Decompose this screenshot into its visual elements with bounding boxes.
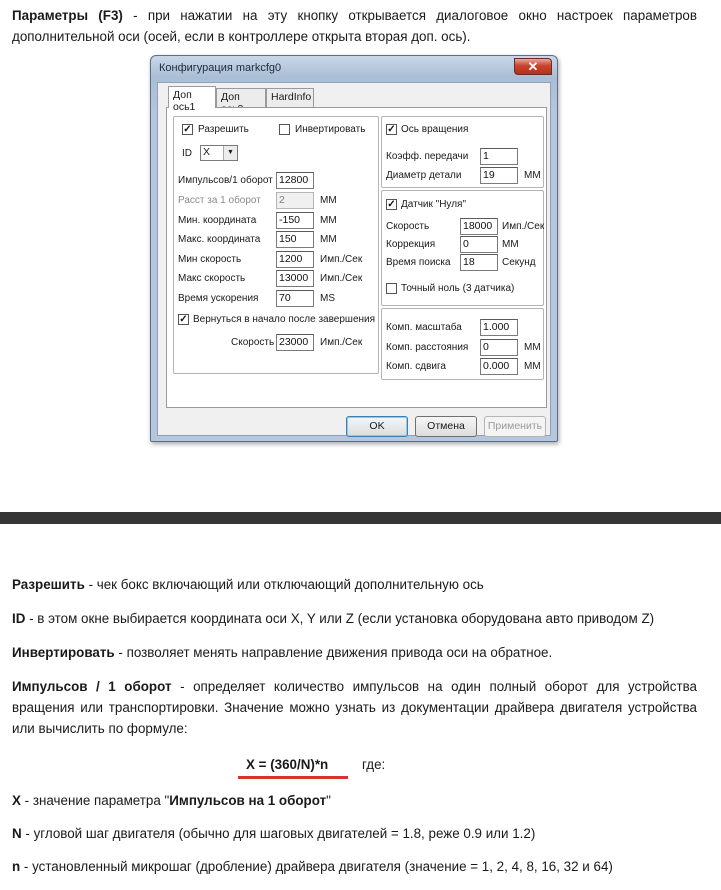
invert-checkbox[interactable]	[279, 124, 290, 135]
zero-sensor-label: Датчик "Нуля"	[401, 199, 466, 210]
part-diameter-input[interactable]: 19	[480, 167, 518, 184]
definition-end: "	[326, 793, 331, 808]
gear-ratio-label: Коэфф. передачи	[386, 151, 469, 162]
chevron-down-icon[interactable]: ▼	[223, 146, 237, 160]
invert-label: Инвертировать	[295, 124, 366, 135]
zero-sensor-group	[381, 190, 544, 306]
desc-id	[12, 608, 697, 629]
term-quoted: Импульсов на 1 оборот	[169, 793, 327, 808]
accel-time-input[interactable]: 70	[276, 290, 314, 307]
zero-corr-input[interactable]: 0	[460, 236, 498, 253]
tab-axis2[interactable]: Доп	[216, 88, 266, 107]
dialog-title: Конфигурация markcfg0	[159, 62, 282, 74]
return-home-checkbox[interactable]: ✓	[179, 314, 188, 325]
close-button[interactable]	[514, 58, 552, 75]
id-value: X	[203, 146, 211, 158]
rotation-group	[381, 116, 544, 188]
tab-hardinfo[interactable]: HardInfo	[266, 88, 314, 107]
desc-invert	[12, 642, 697, 663]
term: Инвертировать	[12, 645, 115, 660]
zero-speed-input[interactable]: 18000	[460, 218, 498, 235]
term: X	[12, 793, 21, 808]
compensation-group	[381, 308, 544, 380]
id-label: ID	[182, 148, 192, 159]
term: n	[12, 859, 21, 874]
param-label: Макс скорость	[178, 273, 246, 284]
apply-button[interactable]: Применить	[484, 416, 546, 437]
enable-checkbox[interactable]: ✓	[183, 124, 192, 135]
intro-term: Параметры (F3)	[12, 8, 123, 23]
formula-where: где:	[362, 757, 386, 772]
dist-per-rev-input[interactable]: 2	[276, 192, 314, 209]
intro-text: - при нажатии на эту кнопку открывается диалоговое окно настроек параметров дополнительной оси (осей, если в контроллере открыта вторая доп. ось).	[12, 8, 697, 44]
desc-n-microstep	[12, 856, 697, 877]
rotation-axis-label: Ось вращения	[401, 124, 469, 135]
close-icon: ✕	[527, 59, 539, 74]
desc-enable	[12, 574, 697, 595]
param-label: Импульсов/1 оборот	[178, 175, 273, 186]
axis-params-group	[173, 116, 379, 374]
tab-panel	[166, 107, 547, 408]
part-diameter-label: Диаметр детали	[386, 170, 462, 181]
param-label: Макс. координата	[178, 234, 261, 245]
precise-zero-label: Точный ноль (3 датчика)	[401, 283, 515, 294]
param-label: Расст за 1 оборот	[178, 195, 261, 206]
zero-corr-label: Коррекция	[386, 239, 436, 250]
comp-shift-label: Комп. сдвига	[386, 361, 446, 372]
min-speed-input[interactable]: 1200	[276, 251, 314, 268]
dialog-client-area	[157, 82, 551, 436]
param-unit: MM	[502, 239, 519, 250]
param-unit: MM	[524, 361, 541, 372]
comp-dist-input[interactable]: 0	[480, 339, 518, 356]
param-unit: Имп./Сек	[320, 254, 363, 265]
return-speed-input[interactable]: 23000	[276, 334, 314, 351]
desc-x	[12, 790, 697, 811]
gear-ratio-input[interactable]: 1	[480, 148, 518, 165]
comp-scale-input[interactable]: 1.000	[480, 319, 518, 336]
intro-paragraph	[12, 5, 697, 47]
comp-dist-label: Комп. расстояния	[386, 342, 469, 353]
max-speed-input[interactable]: 13000	[276, 270, 314, 287]
max-coord-input[interactable]: 150	[276, 231, 314, 248]
comp-shift-input[interactable]: 0.000	[480, 358, 518, 375]
return-home-label: Вернуться в начало после завершения	[193, 314, 376, 325]
param-unit: MS	[320, 293, 335, 304]
definition: - в этом окне выбирается координата оси X, Y или Z (если установка оборудована авто приводом Z)	[25, 611, 655, 626]
config-dialog	[150, 55, 558, 442]
separator-band	[0, 512, 721, 524]
id-combo[interactable]	[200, 145, 238, 161]
zero-speed-label: Скорость	[386, 221, 430, 232]
term: ID	[12, 611, 26, 626]
param-label: Мин. координата	[178, 215, 257, 226]
definition: - установленный микрошаг (дробление) драйвера двигателя (значение = 1, 2, 4, 8, 16, 32 и 64)	[20, 859, 613, 874]
zero-sensor-checkbox[interactable]: ✓	[387, 199, 396, 210]
desc-n-step	[12, 823, 697, 844]
formula-underline	[238, 776, 348, 779]
return-speed-label: Скорость	[231, 337, 275, 348]
enable-label: Разрешить	[198, 124, 249, 135]
param-unit: MM	[524, 342, 541, 353]
min-coord-input[interactable]: -150	[276, 212, 314, 229]
precise-zero-checkbox[interactable]	[386, 283, 397, 294]
desc-pulses	[12, 676, 697, 739]
definition: - чек бокс включающий или отключающий дополнительную ось	[84, 577, 484, 592]
comp-scale-label: Комп. масштаба	[386, 322, 462, 333]
param-unit: Имп./Сек	[320, 337, 363, 348]
formula: X = (360/N)*n	[246, 757, 329, 772]
param-unit: MM	[320, 234, 337, 245]
term: Разрешить	[12, 577, 85, 592]
param-unit: Имп./Сек	[320, 273, 363, 284]
term: N	[12, 826, 22, 841]
definition: - определяет количество импульсов на один полный оборот для устройства вращения или транспортировки. Значение можно узнать из документации драйвера двигателя устройства или вычислить по формуле:	[12, 679, 697, 736]
tab-axis1[interactable]: Доп ось1	[168, 86, 216, 108]
zero-time-label: Время поиска	[386, 257, 451, 268]
definition: - значение параметра "	[20, 793, 170, 808]
pulses-per-rev-input[interactable]: 12800	[276, 172, 314, 189]
rotation-axis-checkbox[interactable]: ✓	[387, 124, 396, 135]
term: Импульсов / 1 оборот	[12, 679, 172, 694]
definition: - угловой шаг двигателя (обычно для шаговых двигателей = 1.8, реже 0.9 или 1.2)	[21, 826, 536, 841]
param-unit: Секунд	[502, 257, 536, 268]
param-label: Мин скорость	[178, 254, 242, 265]
zero-time-input[interactable]: 18	[460, 254, 498, 271]
param-unit: MM	[524, 170, 541, 181]
param-unit: Имп./Сек	[502, 221, 545, 232]
cancel-button[interactable]: Отмена	[415, 416, 477, 437]
definition: - позволяет менять направление движения привода оси на обратное.	[114, 645, 553, 660]
param-label: Время ускорения	[178, 293, 259, 304]
ok-button[interactable]: OK	[346, 416, 408, 437]
param-unit: MM	[320, 195, 337, 206]
param-unit: MM	[320, 215, 337, 226]
